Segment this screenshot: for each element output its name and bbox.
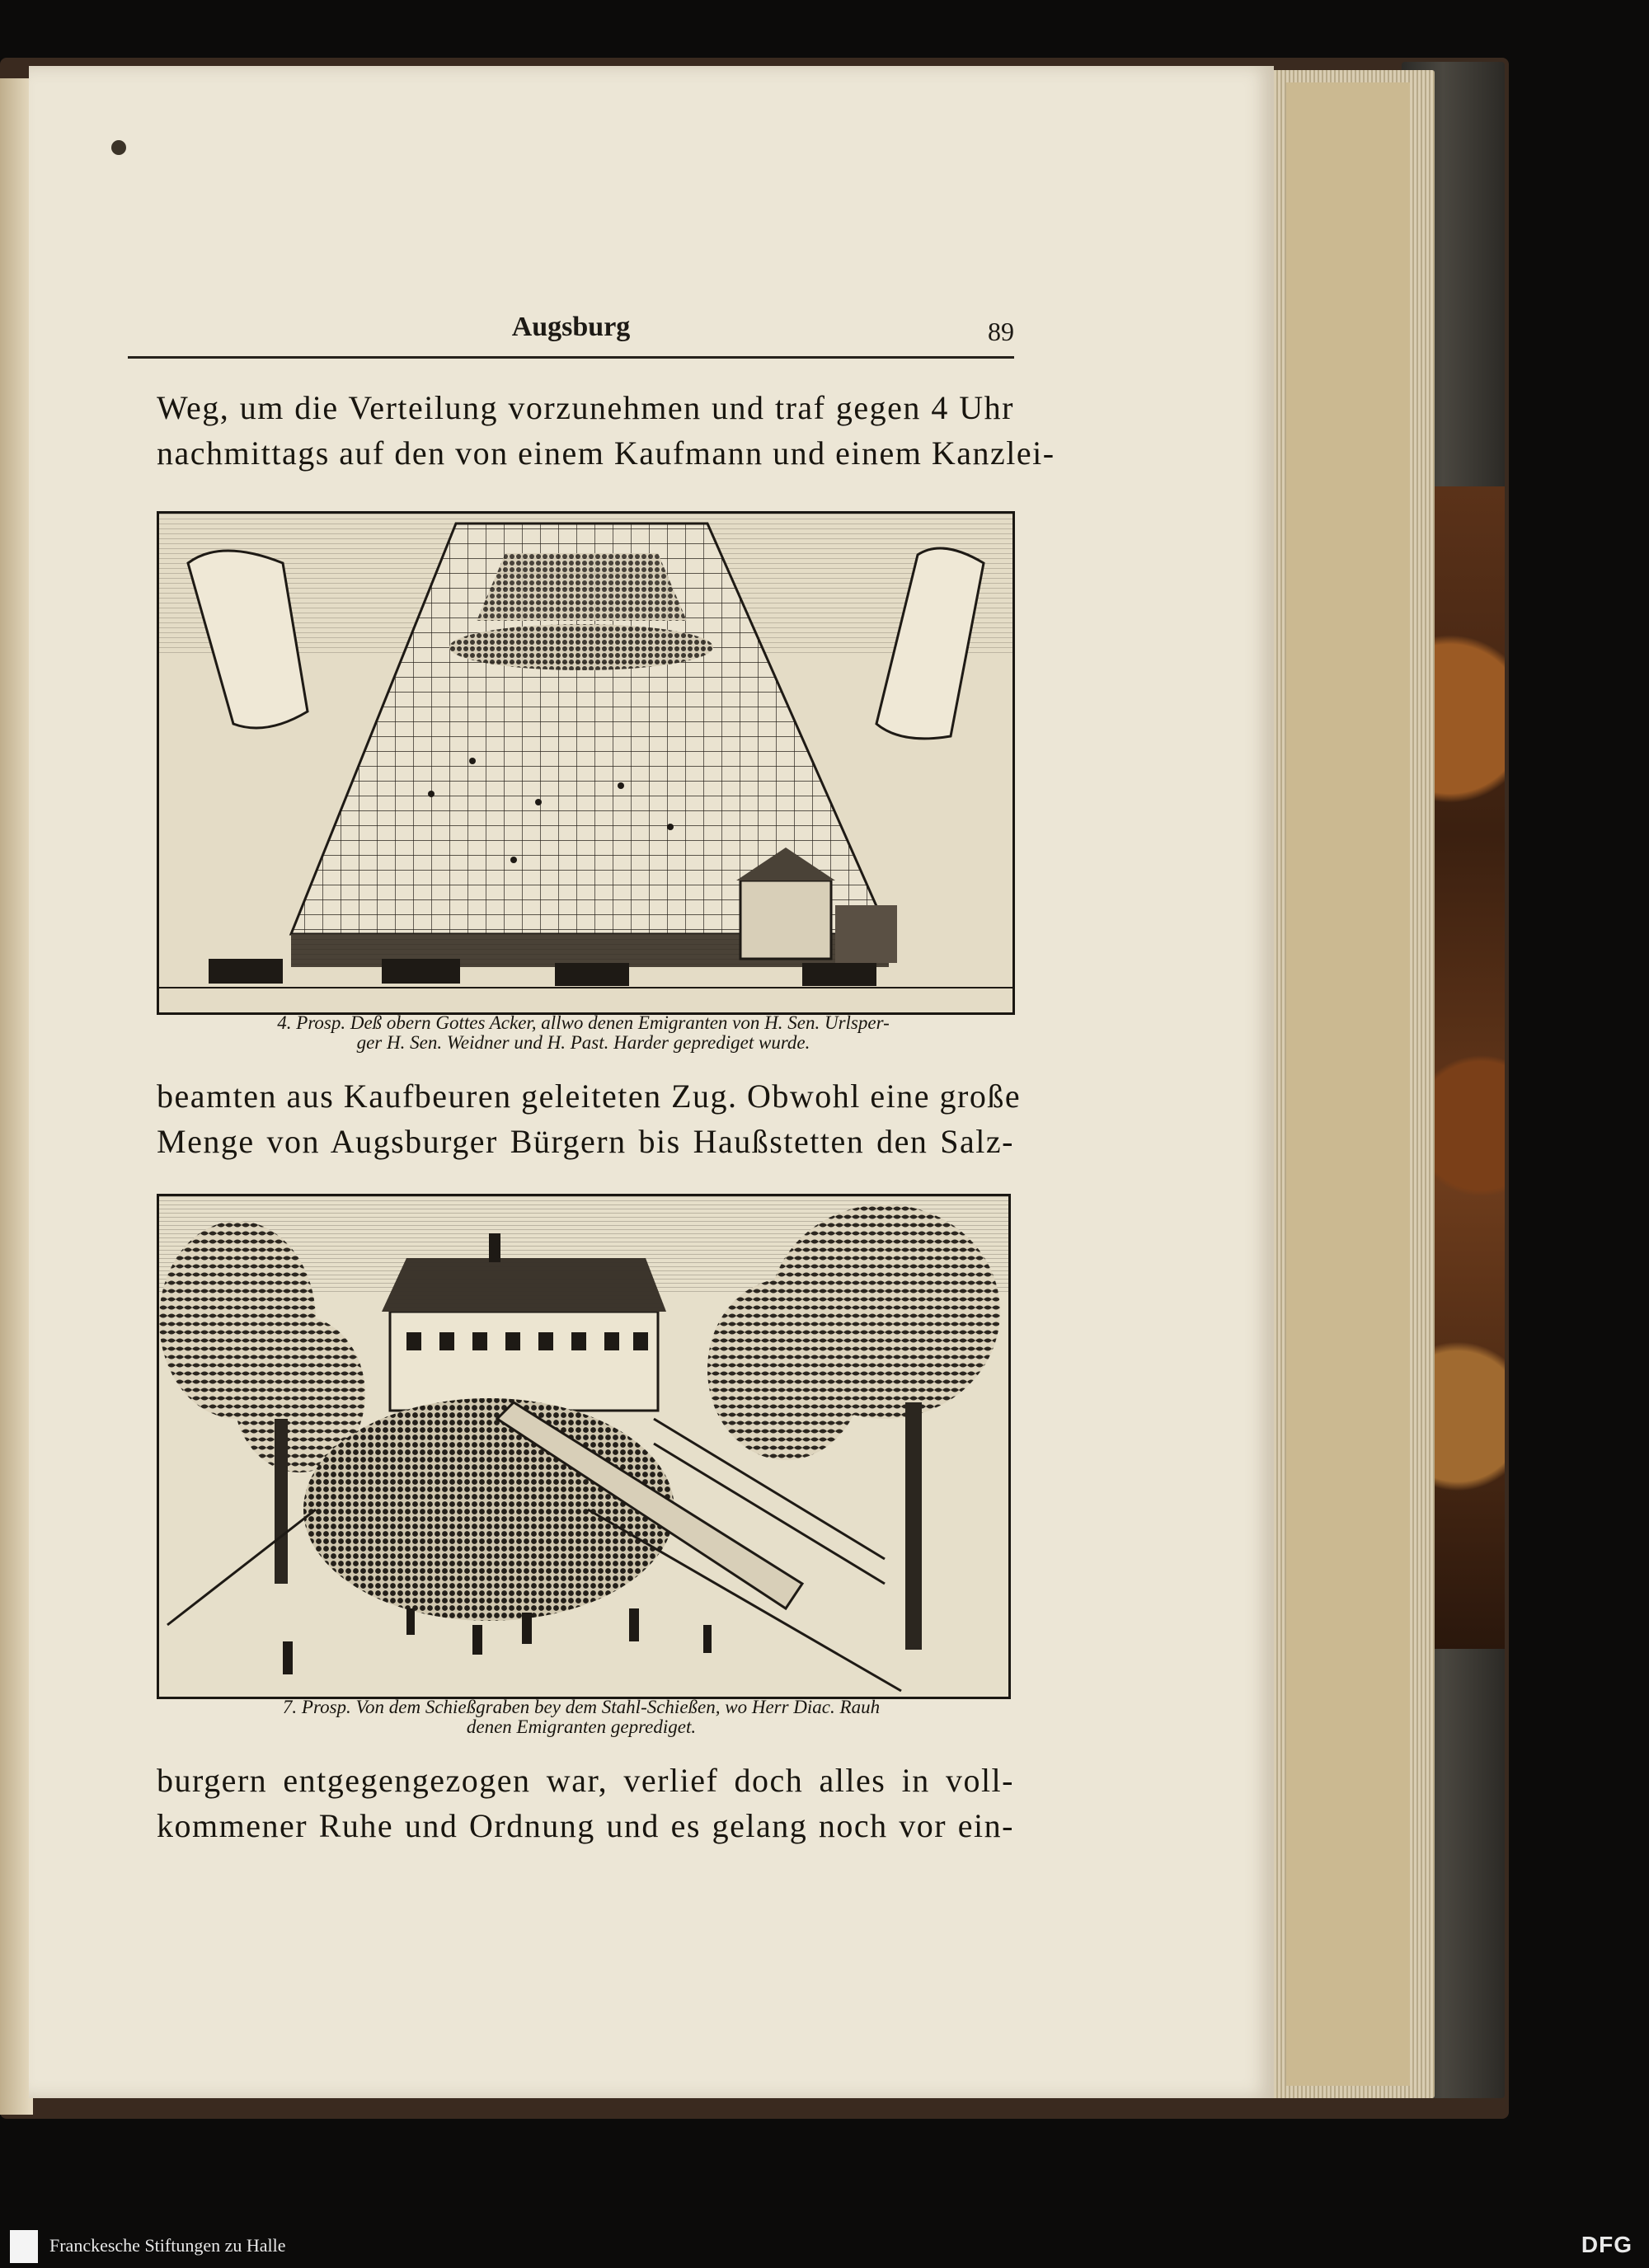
- dfg-badge: DFG: [1581, 2232, 1633, 2257]
- facing-page-edge: [0, 78, 33, 2115]
- running-head-title: Augsburg: [511, 312, 631, 342]
- engraving-gottesacker-illustration: [159, 514, 1012, 1012]
- text-line: Weg, um die Verteilung vorzunehmen und traf gegen 4 Uhr: [157, 389, 1014, 426]
- text-line: kommener Ruhe und Ordnung und es gelang noch vor ein-: [157, 1807, 1014, 1844]
- text-line: Menge von Augsburger Bürgern bis Haußstetten den Salz-: [157, 1123, 1014, 1160]
- engraving-schiessgraben-illustration: [159, 1196, 1008, 1697]
- header-rule: [128, 356, 1014, 359]
- viewer-footer: [0, 2223, 1649, 2268]
- ink-spot: [111, 140, 126, 155]
- plate-caption-line: 4. Prosp. Deß obern Gottes Acker, allwo denen Emigranten von H. Sen. Urlsper-: [277, 1012, 890, 1033]
- engraving-schiessgraben: [157, 1194, 1011, 1699]
- running-head: [128, 305, 1014, 355]
- marbled-endpaper: [1426, 486, 1505, 1649]
- text-line: beamten aus Kaufbeuren geleiteten Zug. Obwohl eine große: [157, 1078, 1022, 1115]
- institution-name: Franckesche Stiftungen zu Halle: [49, 2235, 286, 2256]
- plate-caption-line: denen Emigranten geprediget.: [466, 1716, 697, 1737]
- page-number: 89: [988, 317, 1014, 346]
- plate-caption-line: 7. Prosp. Von dem Schießgraben bey dem Stahl-Schießen, wo Herr Diac. Rauh: [282, 1697, 881, 1717]
- engraving-gottesacker: [157, 511, 1015, 1015]
- text-line: burgern entgegengezogen war, verlief doch alles in voll-: [157, 1762, 1014, 1799]
- plate-caption-line: ger H. Sen. Weidner und H. Past. Harder geprediget wurde.: [356, 1032, 810, 1053]
- underlying-page: [1286, 82, 1410, 2086]
- institution-logo-icon: [10, 2230, 38, 2263]
- text-line: nachmittags auf den von einem Kaufmann und einem Kanzlei-: [157, 434, 1055, 472]
